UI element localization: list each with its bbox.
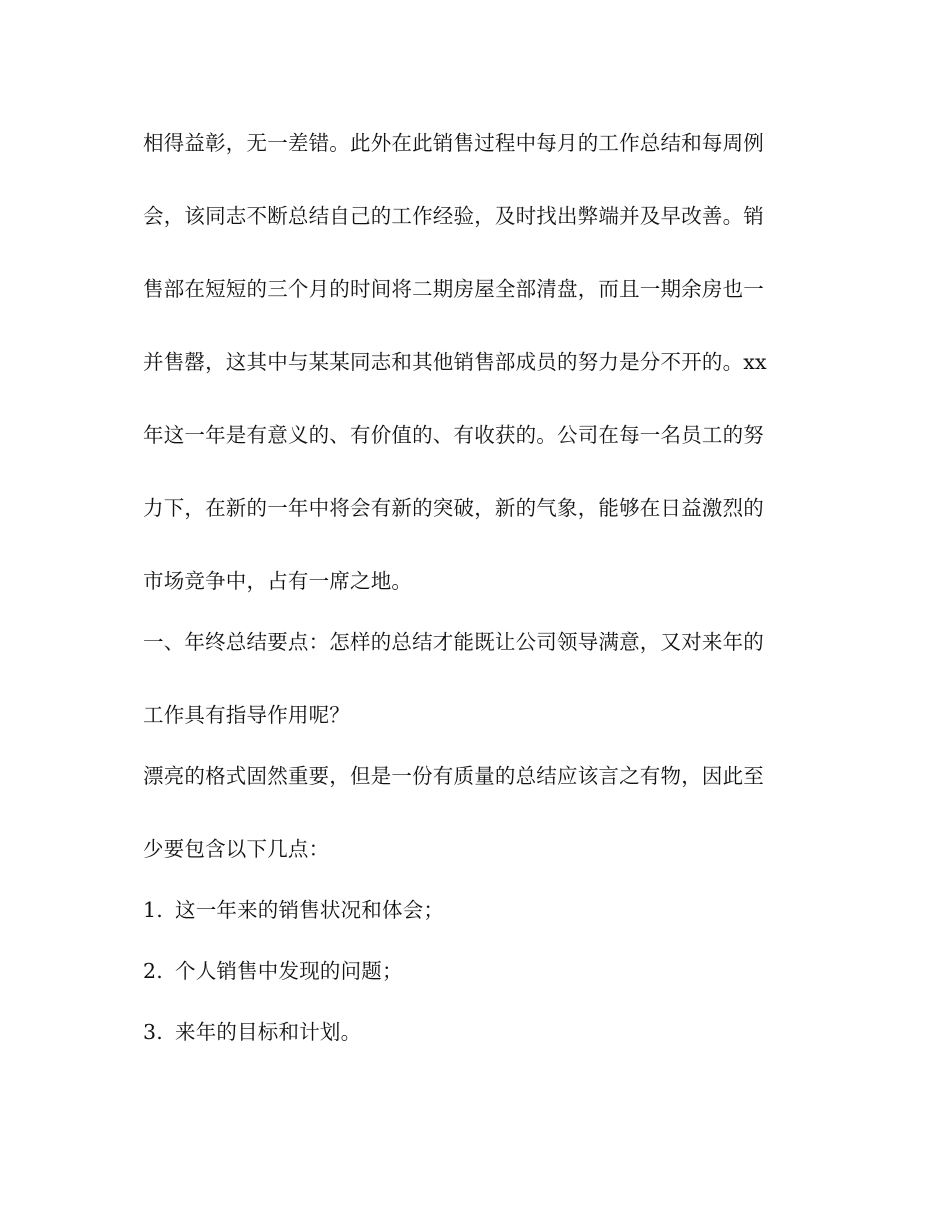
list-item-number: 1. bbox=[143, 898, 163, 922]
list-item bbox=[143, 957, 823, 985]
paragraph-line: 并售罄，这其中与某某同志和其他销售部成员的努力是分不开的。xx bbox=[143, 350, 767, 374]
paragraph-line: 漂亮的格式固然重要，但是一份有质量的总结应该言之有物，因此至 bbox=[143, 764, 764, 788]
paragraph-line: 相得益彰，无一差错。此外在此销售过程中每月的工作总结和每周例 bbox=[143, 131, 764, 155]
list-item-number: 3. bbox=[143, 1020, 163, 1044]
paragraph-line: 售部在短短的三个月的时间将二期房屋全部清盘，而且一期余房也一 bbox=[143, 277, 764, 301]
list-item-text: 来年的目标和计划。 bbox=[175, 1020, 362, 1044]
list-item bbox=[143, 896, 823, 924]
paragraph-line: 市场竞争中，占有一席之地。 bbox=[143, 569, 413, 593]
paragraph-line: 力下，在新的一年中将会有新的突破，新的气象，能够在日益激烈的 bbox=[143, 496, 764, 520]
list-item-number: 2. bbox=[143, 959, 163, 983]
paragraph-line: 会，该同志不断总结自己的工作经验，及时找出弊端并及早改善。销 bbox=[143, 204, 764, 228]
list-item-text: 这一年来的销售状况和体会； bbox=[175, 898, 445, 922]
paragraph-line: 少要包含以下几点： bbox=[143, 837, 330, 861]
section-heading-line: 工作具有指导作用呢？ bbox=[143, 703, 350, 727]
list-item-text: 个人销售中发现的问题； bbox=[175, 959, 403, 983]
section-heading-line: 一、年终总结要点：怎样的总结才能既让公司领导满意，又对来年的 bbox=[143, 630, 764, 654]
list-item bbox=[143, 1018, 823, 1046]
paragraph-line: 年这一年是有意义的、有价值的、有收获的。公司在每一名员工的努 bbox=[143, 423, 764, 447]
